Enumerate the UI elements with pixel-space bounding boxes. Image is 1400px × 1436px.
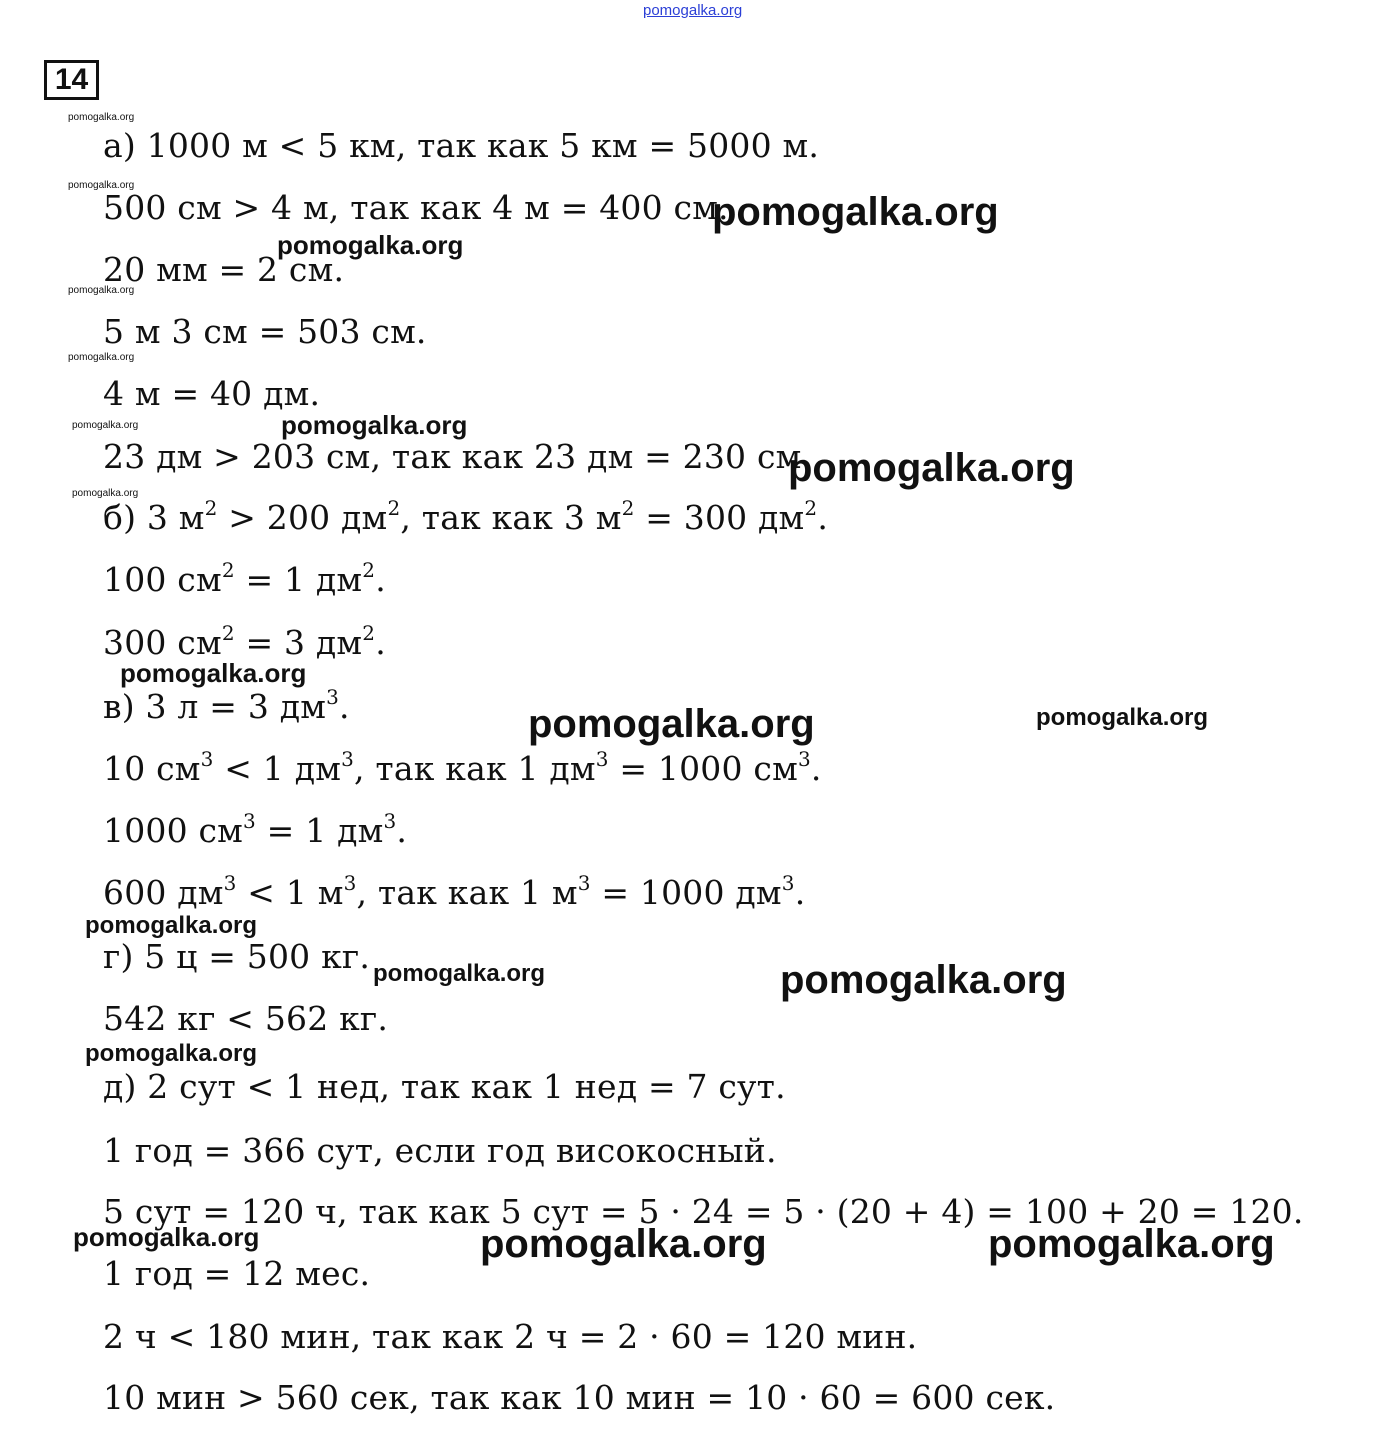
line-text: = 300 дм — [634, 498, 805, 537]
exponent: 3 — [797, 747, 811, 771]
exponent: 2 — [362, 558, 376, 582]
exponent: 3 — [595, 747, 609, 771]
line-text: в) 3 л = 3 дм — [103, 687, 327, 726]
solution-line — [103, 312, 427, 352]
line-text: г) 5 ц = 500 кг. — [103, 937, 371, 976]
watermark: pomogalka.org — [277, 230, 464, 260]
exponent: 2 — [362, 621, 376, 645]
solution-line — [103, 999, 388, 1039]
exponent: 2 — [621, 496, 635, 520]
exponent: 3 — [200, 747, 214, 771]
solution-line — [103, 374, 320, 414]
watermark: pomogalka.org — [988, 1222, 1275, 1266]
solution-line — [103, 560, 386, 600]
solution-line — [103, 1378, 1055, 1418]
line-text: д) 2 сут < 1 нед, так как 1 нед = 7 сут. — [103, 1067, 786, 1106]
solution-line — [103, 498, 828, 538]
line-text: 10 см — [103, 749, 201, 788]
solution-line — [103, 873, 805, 913]
line-text: . — [339, 687, 350, 726]
line-text: 1 год = 12 мес. — [103, 1254, 371, 1293]
line-text: . — [375, 560, 386, 599]
exponent: 3 — [577, 871, 591, 895]
solution-line — [103, 749, 822, 789]
line-text: = 1 дм — [255, 811, 384, 850]
line-text: 2 ч < 180 мин, так как 2 ч = 2 · 60 = 120 мин. — [103, 1317, 918, 1356]
exponent: 3 — [383, 809, 397, 833]
exponent: 2 — [221, 558, 235, 582]
solution-line — [103, 1131, 777, 1171]
watermark: pomogalka.org — [85, 912, 258, 939]
line-text: 5 м 3 см = 503 см. — [103, 312, 427, 351]
watermark: pomogalka.org — [281, 410, 468, 440]
watermark: pomogalka.org — [72, 488, 139, 499]
line-text: , так как 3 м — [400, 498, 622, 537]
exponent: 3 — [781, 871, 795, 895]
line-text: = 1 дм — [234, 560, 363, 599]
exponent: 2 — [204, 496, 218, 520]
watermark: pomogalka.org — [68, 112, 135, 123]
watermark: pomogalka.org — [788, 446, 1075, 490]
line-text: 100 см — [103, 560, 222, 599]
solution-line — [103, 437, 802, 477]
line-text: 20 мм = 2 см. — [103, 250, 345, 289]
line-text: = 3 дм — [234, 623, 363, 662]
solution-line — [103, 1317, 917, 1357]
line-text: . — [794, 873, 806, 912]
watermark: pomogalka.org — [68, 285, 135, 296]
line-text: 500 см > 4 м, так как 4 м = 400 см. — [103, 188, 729, 227]
line-text: , так как 1 м — [356, 873, 578, 912]
line-text: б) 3 м — [103, 498, 205, 537]
solution-line — [103, 1254, 370, 1294]
line-text: 5 сут = 120 ч, так как 5 сут = 5 · 24 = 5 · (20 + 4) = 100 + 20 = 120. — [103, 1192, 1304, 1231]
exponent: 2 — [387, 496, 401, 520]
watermark: pomogalka.org — [68, 180, 135, 191]
solution-line — [103, 811, 407, 851]
line-text: < 1 дм — [213, 749, 342, 788]
line-text: 23 дм > 203 см, так как 23 дм = 230 см — [103, 437, 802, 476]
watermark: pomogalka.org — [68, 352, 135, 363]
line-text: = 1000 дм — [590, 873, 782, 912]
exponent: 3 — [223, 871, 237, 895]
watermark: pomogalka.org — [1036, 704, 1209, 731]
watermark: pomogalka.org — [373, 960, 546, 987]
line-text: а) 1000 м < 5 км, так как 5 км = 5000 м. — [103, 126, 820, 165]
watermark: pomogalka.org — [712, 190, 999, 234]
line-text: 4 м = 40 дм. — [103, 374, 321, 413]
line-text: 1000 см — [103, 811, 244, 850]
line-text: = 1000 см — [608, 749, 798, 788]
exponent: 3 — [341, 747, 355, 771]
solution-line — [103, 1067, 786, 1107]
line-text: . — [810, 749, 822, 788]
solution-line — [103, 126, 819, 166]
watermark: pomogalka.org — [528, 702, 815, 746]
line-text: , так как 1 дм — [354, 749, 596, 788]
line-text: 10 мин > 560 сек, так как 10 мин = 10 · 60 = 600 сек. — [103, 1378, 1056, 1417]
line-text: < 1 м — [236, 873, 344, 912]
line-text: 1 год = 366 сут, если год високосный. — [103, 1131, 777, 1170]
solution-line — [103, 937, 370, 977]
watermark: pomogalka.org — [120, 658, 307, 688]
exponent: 2 — [221, 621, 235, 645]
watermark: pomogalka.org — [85, 1040, 258, 1067]
solution-line — [103, 188, 729, 228]
line-text: . — [375, 623, 386, 662]
line-text: . — [396, 811, 408, 850]
watermark: pomogalka.org — [73, 1222, 260, 1252]
exponent: 2 — [804, 496, 818, 520]
line-text: . — [817, 498, 829, 537]
line-text: > 200 дм — [217, 498, 388, 537]
line-text: 542 кг < 562 кг. — [103, 999, 389, 1038]
watermark: pomogalka.org — [72, 420, 139, 431]
line-text: 600 дм — [103, 873, 224, 912]
exponent: 3 — [343, 871, 357, 895]
line-text: 300 см — [103, 623, 222, 662]
exponent: 3 — [243, 809, 256, 833]
solution-line — [103, 687, 350, 727]
watermark: pomogalka.org — [780, 958, 1067, 1002]
task-number-badge: 14 — [44, 60, 99, 100]
exponent: 3 — [326, 685, 340, 709]
site-link[interactable]: pomogalka.org — [643, 2, 743, 19]
solution-line — [103, 623, 386, 663]
watermark: pomogalka.org — [480, 1222, 767, 1266]
